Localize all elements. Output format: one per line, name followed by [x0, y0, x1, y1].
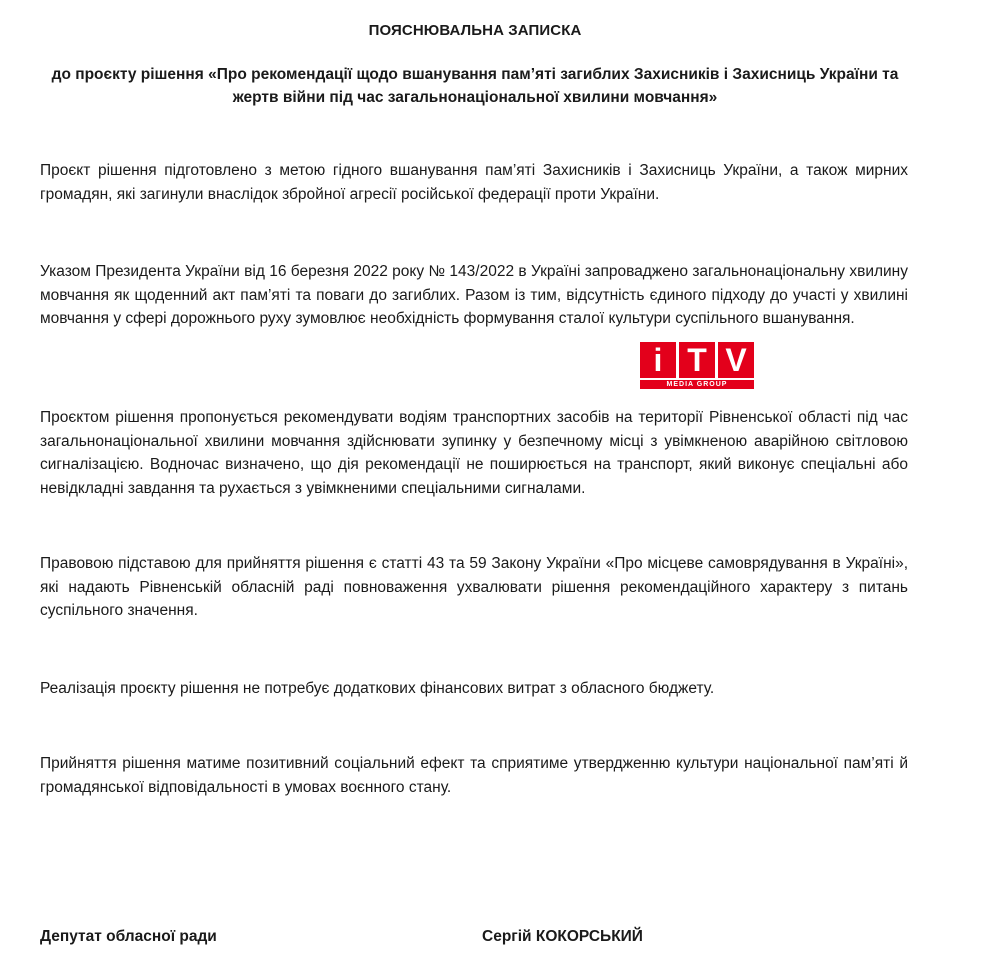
- paragraph-decree: Указом Президента України від 16 березня 2022 року № 143/2022 в Україні запроваджено загальнонаціональну хвилину мовчання як щоденний акт пам’яті та поваги до загиблих. Разом із тим, відсутність єдиного підходу до участі у хвилині мовчання у сфері дорожнього руху зумовлює необхідність формування сталої культури суспільного вшанування.: [40, 263, 908, 327]
- logo-subtitle: MEDIA GROUP: [640, 380, 754, 389]
- paragraph-purpose: Проєкт рішення підготовлено з метою гідного вшанування пам’яті Захисників і Захисниць України, а також мирних громадян, які загинули внаслідок збройної агресії російської федерації проти України.: [40, 162, 908, 203]
- itv-logo-watermark: [640, 342, 754, 390]
- signature-name: Сергій КОКОРСЬКИЙ: [482, 928, 643, 945]
- document-subtitle: до проєкту рішення «Про рекомендації щодо вшанування пам’яті загиблих Захисників і Захисниць України та жертв війни під час загальнонаціональної хвилини мовчання»: [51, 66, 899, 106]
- logo-letter: V: [718, 342, 754, 378]
- signature-position: Депутат обласної ради: [40, 928, 217, 945]
- paragraph-legal-basis: Правовою підставою для прийняття рішення є статті 43 та 59 Закону України «Про місцеве самоврядування в Україні», які надають Рівненській обласній раді повноваження ухвалювати рішення рекомендаційного характеру з питань суспільного значення.: [40, 555, 908, 619]
- logo-letter: i: [640, 342, 676, 378]
- paragraph-budget: Реалізація проєкту рішення не потребує додаткових фінансових витрат з обласного бюджету.: [40, 680, 715, 697]
- logo-letter: T: [679, 342, 715, 378]
- paragraph-effect: Прийняття рішення матиме позитивний соціальний ефект та сприятиме утвердженню культури національної пам’яті й громадянської відповідальності в умовах воєнного стану.: [40, 755, 908, 796]
- document-title: ПОЯСНЮВАЛЬНА ЗАПИСКА: [368, 22, 582, 39]
- paragraph-proposal: Проєктом рішення пропонується рекомендувати водіям транспортних засобів на території Рівненської області під час загальнонаціональної хвилини мовчання здійснювати зупинку у безпечному місці з увімкненою аварійною світловою сигналізацією. Водночас визначено, що дія рекомендації не поширюється на транспорт, який виконує спеціальні або невідкладні завдання та рухається з увімкненими спеціальними сигналами.: [40, 409, 908, 497]
